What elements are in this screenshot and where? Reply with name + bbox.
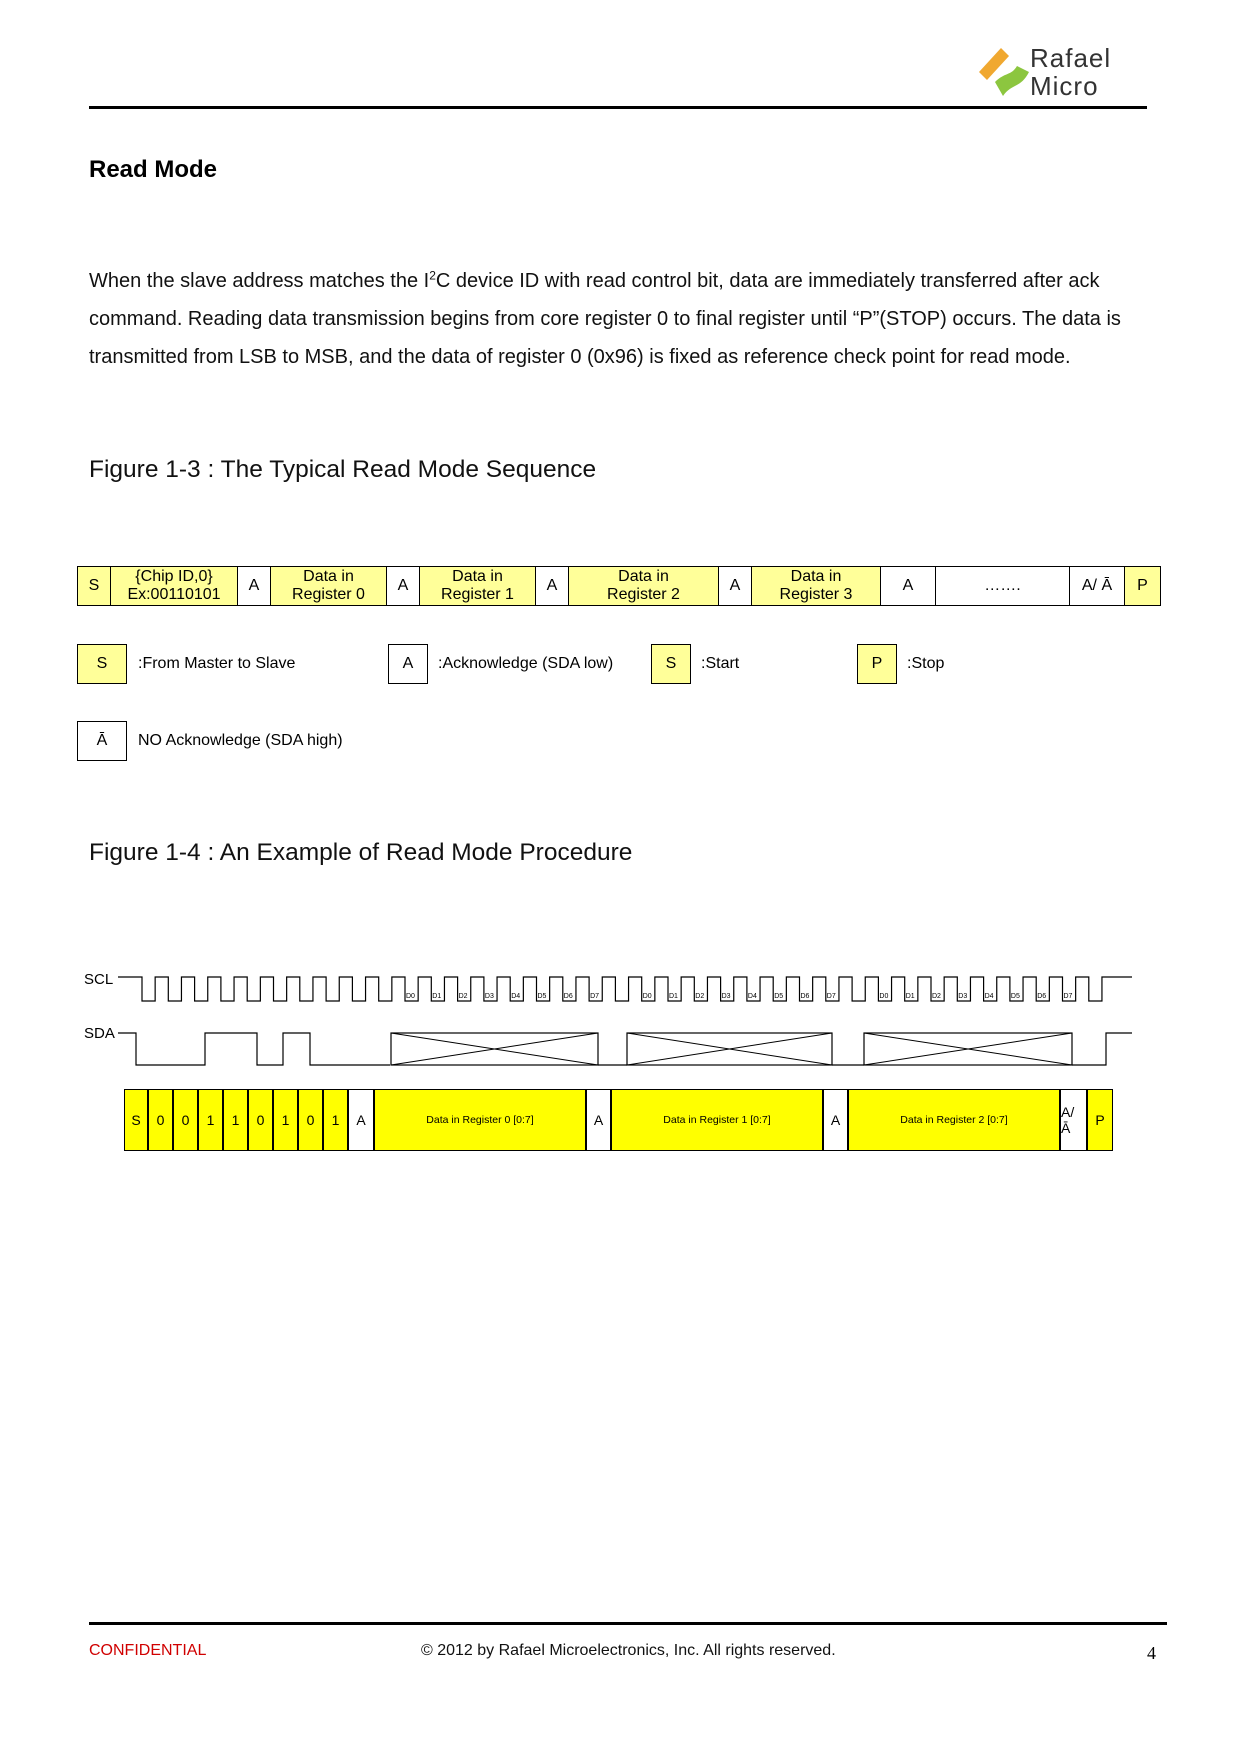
scl-label: SCL: [84, 971, 114, 988]
sequence-cell-line1: A: [729, 577, 741, 594]
bit-label: D3: [484, 993, 494, 1000]
legend-symbol-master: S: [77, 644, 127, 684]
confidential-label: CONFIDENTIAL: [89, 1642, 207, 1659]
sequence-cell: [110, 566, 238, 606]
sequence-cell-line2: Register 1: [441, 586, 514, 603]
logo-text-line1: Rafael: [1030, 43, 1112, 73]
sequence-cell: [751, 566, 881, 606]
bit-bar-cell: 1: [223, 1089, 248, 1151]
bit-bar-cell: Data in Register 0 [0:7]: [374, 1089, 586, 1151]
bit-label: D0: [406, 993, 415, 1000]
sequence-cell: [1069, 566, 1125, 606]
bit-label: D1: [669, 993, 678, 1000]
sequence-cell: [568, 566, 719, 606]
sequence-cell-line1: Data in: [452, 568, 503, 585]
bit-bar-cell: Data in Register 1 [0:7]: [611, 1089, 823, 1151]
legend-text-start: :Start: [701, 655, 740, 672]
sequence-cell-line1: A: [546, 577, 558, 594]
bit-label: D2: [695, 993, 705, 1000]
bit-bar-cell: 0: [148, 1089, 173, 1151]
bit-bar-cell: A: [586, 1089, 611, 1151]
bit-label: D1: [432, 993, 442, 1000]
company-logo: [975, 42, 1120, 102]
sequence-cell: [237, 566, 271, 606]
bit-bar-cell: Data in Register 2 [0:7]: [848, 1089, 1060, 1151]
sequence-cell-line2: Register 2: [607, 586, 680, 603]
sequence-cell: [880, 566, 936, 606]
legend-symbol-nack: Ā: [77, 721, 127, 761]
footer-rule: [89, 1622, 1167, 1625]
sequence-cell: [270, 566, 387, 606]
sequence-cell: [419, 566, 536, 606]
bit-label: D4: [511, 993, 521, 1000]
bit-label: D7: [1063, 993, 1073, 1000]
sequence-cell-line1: A: [248, 577, 260, 594]
sequence-cell: [1124, 566, 1161, 606]
bit-label: D7: [826, 993, 836, 1000]
legend-text-ack: :Acknowledge (SDA low): [438, 655, 614, 672]
header-rule: [89, 106, 1147, 109]
bit-bar-cell: P: [1087, 1089, 1113, 1151]
bit-bar-cell: S: [124, 1089, 148, 1151]
bit-bar-cell: A: [823, 1089, 848, 1151]
sequence-cell-line1: S: [88, 577, 100, 594]
bit-bar-cell: 0: [248, 1089, 273, 1151]
bit-bar-cell: 0: [298, 1089, 323, 1151]
bit-bar-cell: A/ Ā: [1060, 1089, 1087, 1151]
bit-label: D5: [774, 993, 784, 1000]
intro-text-part2: C device ID with read control bit, data are immediately transferred after ack command. Reading data transmission begins from core register 0 to final register until “P”(STOP) occurs. The data is transmitted from LSB to MSB, and the data of register 0 (0x96) is fixed as reference check point for read mode.: [89, 270, 1121, 368]
intro-paragraph: [89, 262, 1169, 376]
sequence-cell-line1: Data in: [303, 568, 354, 585]
sequence-cell-line1: Data in: [790, 568, 842, 585]
sequence-cell: [535, 566, 569, 606]
intro-superscript: 2: [429, 268, 436, 283]
bit-bar-cell: 1: [198, 1089, 223, 1151]
bit-label: D1: [905, 993, 915, 1000]
sequence-cell-line2: Register 0: [292, 586, 365, 603]
bit-label: D6: [563, 993, 573, 1000]
bit-label: D7: [590, 993, 600, 1000]
sequence-cell-line2: Register 3: [779, 586, 853, 603]
sequence-cell: [77, 566, 111, 606]
read-timing-diagram: [80, 965, 1150, 1160]
bit-bar-cell: 1: [323, 1089, 348, 1151]
sequence-cell-line1: Data in: [618, 568, 669, 585]
bit-label: D3: [721, 993, 731, 1000]
logo-mark-icon: [975, 42, 1035, 102]
bit-label: D0: [642, 993, 652, 1000]
read-sequence-table: [77, 566, 1147, 606]
bit-label: D4: [747, 993, 757, 1000]
bit-label: D6: [800, 993, 810, 1000]
bit-bar-cell: A: [348, 1089, 374, 1151]
sequence-cell: [935, 566, 1070, 606]
bit-label: D6: [1037, 993, 1047, 1000]
bit-label: D0: [879, 993, 889, 1000]
sequence-cell-line1: P: [1137, 577, 1148, 594]
sequence-cell-line2: Ex:00110101: [127, 586, 221, 603]
legend-text-nack: NO Acknowledge (SDA high): [138, 732, 343, 749]
bit-label: D2: [932, 993, 941, 1000]
bit-label: D4: [984, 993, 994, 1000]
sequence-cell-line1: A/ Ā: [1081, 577, 1113, 594]
figure-1-3-caption: Figure 1-3 : The Typical Read Mode Sequence: [89, 456, 597, 483]
bit-label: D5: [537, 993, 547, 1000]
sequence-cell-line1: A: [902, 577, 914, 594]
sequence-cell-line1: …….: [984, 577, 1021, 594]
section-title: Read Mode: [89, 156, 218, 183]
logo-text-line2: Micro: [1030, 71, 1099, 101]
bit-label: D2: [458, 993, 468, 1000]
figure-1-4-caption: Figure 1-4 : An Example of Read Mode Procedure: [89, 839, 633, 866]
page-number: 4: [1147, 1643, 1156, 1663]
legend-text-stop: :Stop: [907, 655, 945, 672]
sequence-cell: [718, 566, 752, 606]
sequence-cell-line1: {Chip ID,0}: [135, 568, 213, 585]
bit-label: D3: [958, 993, 968, 1000]
copyright-text: © 2012 by Rafael Microelectronics, Inc. All rights reserved.: [421, 1642, 836, 1659]
bit-bar-cell: 1: [273, 1089, 298, 1151]
legend-symbol-ack: A: [388, 644, 428, 684]
bit-bar-cell: 0: [173, 1089, 198, 1151]
legend-text-master: :From Master to Slave: [138, 655, 296, 672]
legend-symbol-start: S: [651, 644, 691, 684]
sequence-cell: [386, 566, 420, 606]
sequence-cell-line1: A: [397, 577, 409, 594]
bit-label: D5: [1010, 993, 1020, 1000]
bit-bar: [80, 965, 1150, 1160]
legend-symbol-stop: P: [857, 644, 897, 684]
intro-text-part1: When the slave address matches the I: [89, 270, 430, 292]
sda-label: SDA: [84, 1025, 115, 1042]
